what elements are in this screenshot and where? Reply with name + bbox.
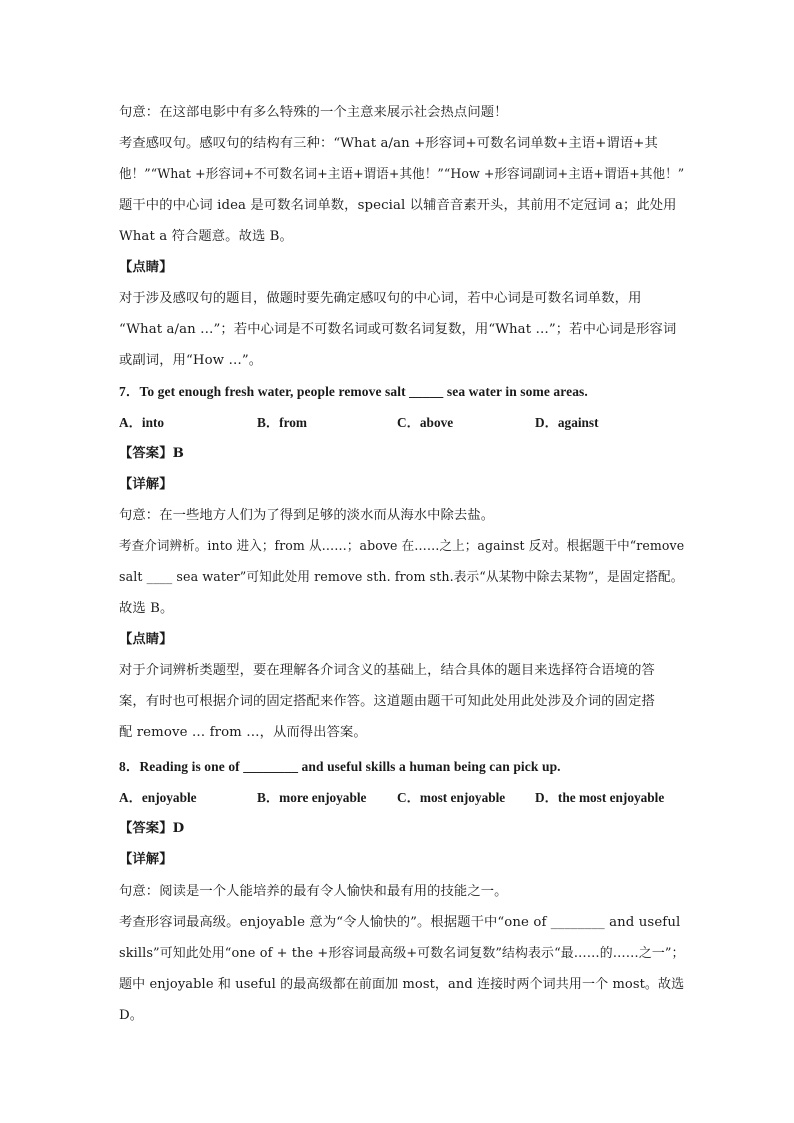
- text-line: 句意：在一些地方人们为了得到足够的淡水而从海水中除去盐。: [119, 508, 495, 523]
- text-line: 案，有时也可根据介词的固定搭配来作答。这道题由题干可知此处用此处涉及介词的固定搭: [119, 694, 655, 709]
- q8-option-c: C．most enjoyable: [397, 790, 506, 805]
- answer-label: 【答案】B: [119, 446, 184, 461]
- q7-option-c: C．above: [397, 415, 454, 430]
- text-line: skills”可知此处用“one of + the +形容词最高级+可数名词复数”结构表示“最……的……之一”；: [119, 946, 685, 961]
- text-line: 他！”“What +形容词+不可数名词+主语+谓语+其他！”“How +形容词副词+主语+谓语+其他！”: [119, 167, 685, 182]
- question-8: 8．Reading is one of ________ and useful skills a human being can pick up.: [119, 759, 561, 774]
- q8-option-a: A．enjoyable: [119, 790, 197, 805]
- text-line: 句意：在这部电影中有多么特殊的一个主意来展示社会热点问题！: [119, 105, 508, 120]
- question-7: 7．To get enough fresh water, people remove salt _____ sea water in some areas.: [119, 384, 588, 399]
- text-line: 句意：阅读是一个人能培养的最有令人愉快和最有用的技能之一。: [119, 884, 508, 899]
- q7-option-a: A．into: [119, 415, 165, 430]
- text-line: 考查介词辨析。into 进入；from 从……；above 在……之上；against 反对。根据题干中“remove: [119, 539, 685, 554]
- q8-option-b: B．more enjoyable: [257, 790, 367, 805]
- text-line: salt ____ sea water”可知此处用 remove sth. from sth.表示“从某物中除去某物”，是固定搭配。: [119, 570, 684, 585]
- text-line: 题中 enjoyable 和 useful 的最高级都在前面加 most，and 连接时两个词共用一个 most。故选: [119, 977, 685, 992]
- section-heading: 【点睛】: [119, 260, 173, 275]
- q7-option-d: D．against: [535, 415, 599, 430]
- text-line: 对于介词辨析类题型，要在理解各介词含义的基础上，结合具体的题目来选择符合语境的答: [119, 663, 655, 678]
- text-line: 对于涉及感叹句的题目，做题时要先确定感叹句的中心词，若中心词是可数名词单数，用: [119, 291, 642, 306]
- text-line: 或副词，用“How …”。: [119, 353, 263, 368]
- text-line: 考查感叹句。感叹句的结构有三种：“What a/an +形容词+可数名词单数+主语+谓语+其: [119, 136, 658, 151]
- text-line: “What a/an …”；若中心词是不可数名词或可数名词复数，用“What …”；若中心词是形容词: [119, 322, 677, 337]
- text-line: 题干中的中心词 idea 是可数名词单数，special 以辅音音素开头，其前用不定冠词 a；此处用: [119, 198, 677, 213]
- q8-option-d: D．the most enjoyable: [535, 790, 665, 805]
- text-line: D。: [119, 1008, 144, 1023]
- section-heading: 【点睛】: [119, 632, 173, 647]
- text-line: 故选 B。: [119, 601, 174, 616]
- text-line: 考查形容词最高级。enjoyable 意为“令人愉快的”。根据题干中“one of ________ and useful: [119, 915, 681, 930]
- text-line: 配 remove … from …，从而得出答案。: [119, 725, 367, 740]
- section-heading: 【详解】: [119, 852, 173, 867]
- text-line: What a 符合题意。故选 B。: [119, 229, 293, 244]
- q7-option-b: B．from: [257, 415, 307, 430]
- section-heading: 【详解】: [119, 477, 173, 492]
- answer-label: 【答案】D: [119, 821, 185, 836]
